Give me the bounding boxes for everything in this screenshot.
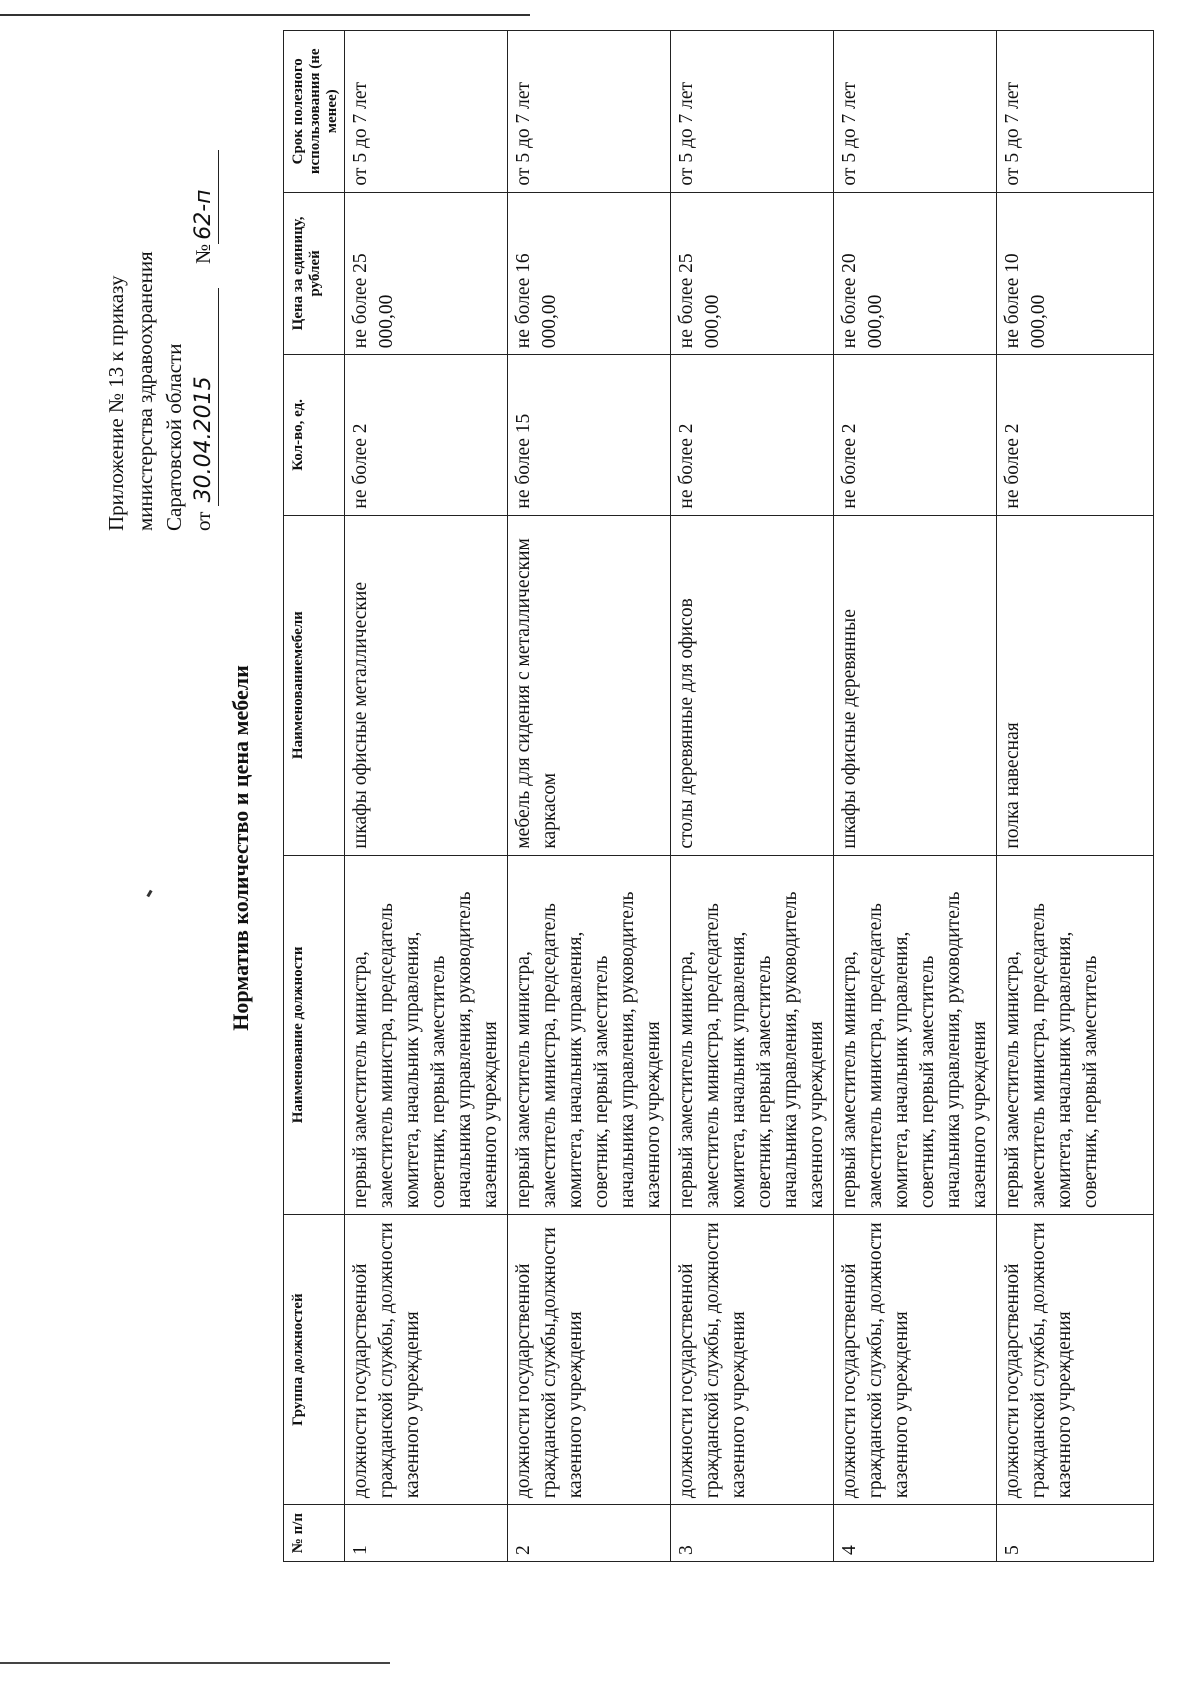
col-header-quantity: Кол-во, ед. <box>284 355 345 515</box>
cell-position: первый заместитель министра, заместитель министра, председатель комитета, начальник управления, советник, первый заместитель <box>997 855 1154 1214</box>
cell-group: должности государственной гражданской службы, должности казенного учреждения <box>997 1215 1154 1505</box>
col-header-group: Группа должностей <box>284 1215 345 1505</box>
cell-position: первый заместитель министра, заместитель министра, председатель комитета, начальник управления, советник, первый заместитель начальника управления, руководитель казенного учреждения <box>508 855 671 1214</box>
cell-price: не более 20 000,00 <box>834 192 997 355</box>
cell-furniture: столы деревянные для офисов <box>671 515 834 855</box>
cell-furniture: мебель для сидения с металлическим каркасом <box>508 515 671 855</box>
cell-price: не более 10 000,00 <box>997 192 1154 355</box>
cell-group: должности государственной гражданской службы,должности казенного учреждения <box>508 1215 671 1505</box>
cell-position: первый заместитель министра, заместитель министра, председатель комитета, начальник управления, советник, первый заместитель начальника управления, руководитель казенного учреждения <box>345 855 508 1214</box>
cell-term: от 5 до 7 лет <box>508 31 671 193</box>
cell-term: от 5 до 7 лет <box>671 31 834 193</box>
table-row <box>508 31 671 1562</box>
cell-quantity: не более 2 <box>345 355 508 515</box>
number-prefix: № <box>191 243 215 264</box>
cell-price: не более 25 000,00 <box>345 192 508 355</box>
cell-number: 3 <box>671 1505 834 1562</box>
table-row <box>997 31 1154 1562</box>
cell-furniture: полка навесная <box>997 515 1154 855</box>
cell-quantity: не более 15 <box>508 355 671 515</box>
cell-price: не более 16 000,00 <box>508 192 671 355</box>
header-line-1: Приложение № 13 к приказу <box>104 275 128 531</box>
cell-quantity: не более 2 <box>671 355 834 515</box>
col-header-term: Срок полезного использования (не менее) <box>284 31 345 193</box>
header-date-number-line <box>189 71 219 531</box>
table-header-row <box>284 31 345 1562</box>
cell-quantity: не более 2 <box>834 355 997 515</box>
header-line-3: Саратовской области <box>162 343 186 531</box>
cell-term: от 5 до 7 лет <box>997 31 1154 193</box>
cell-number: 1 <box>345 1505 508 1562</box>
cell-furniture: шкафы офисные металлические <box>345 515 508 855</box>
cell-term: от 5 до 7 лет <box>345 31 508 193</box>
col-header-furniture: Наименованиемебели <box>284 515 345 855</box>
cell-number: 5 <box>997 1505 1154 1562</box>
col-header-number: № п/п <box>284 1505 345 1562</box>
order-header <box>102 71 219 531</box>
col-header-position: Наименование должности <box>284 855 345 1214</box>
date-prefix: от <box>191 511 215 531</box>
table-row <box>345 31 508 1562</box>
table-row <box>834 31 997 1562</box>
handwritten-date: 30.04.2015 <box>189 288 219 506</box>
cell-group: должности государственной гражданской службы, должности казенного учреждения <box>834 1215 997 1505</box>
cell-price: не более 25 000,00 <box>671 192 834 355</box>
cell-number: 2 <box>508 1505 671 1562</box>
cell-number: 4 <box>834 1505 997 1562</box>
cell-furniture: шкафы офисные деревянные <box>834 515 997 855</box>
table-row <box>671 31 834 1562</box>
furniture-norm-table <box>283 30 1154 1562</box>
header-line-2: министерства здравоохранения <box>133 251 157 531</box>
cell-position: первый заместитель министра, заместитель министра, председатель комитета, начальник управления, советник, первый заместитель начальника управления, руководитель казенного учреждения <box>671 855 834 1214</box>
document-title: Норматив количество и цена мебели <box>228 665 253 1031</box>
cell-quantity: не более 2 <box>997 355 1154 515</box>
cell-group: должности государственной гражданской службы, должности казенного учреждения <box>671 1215 834 1505</box>
cell-group: должности государственной гражданской службы, должности казенного учреждения <box>345 1215 508 1505</box>
cell-position: первый заместитель министра, заместитель министра, председатель комитета, начальник управления, советник, первый заместитель начальника управления, руководитель казенного учреждения <box>834 855 997 1214</box>
col-header-price: Цена за единицу, рублей <box>284 192 345 355</box>
cell-term: от 5 до 7 лет <box>834 31 997 193</box>
handwritten-number: 62-п <box>189 150 219 244</box>
